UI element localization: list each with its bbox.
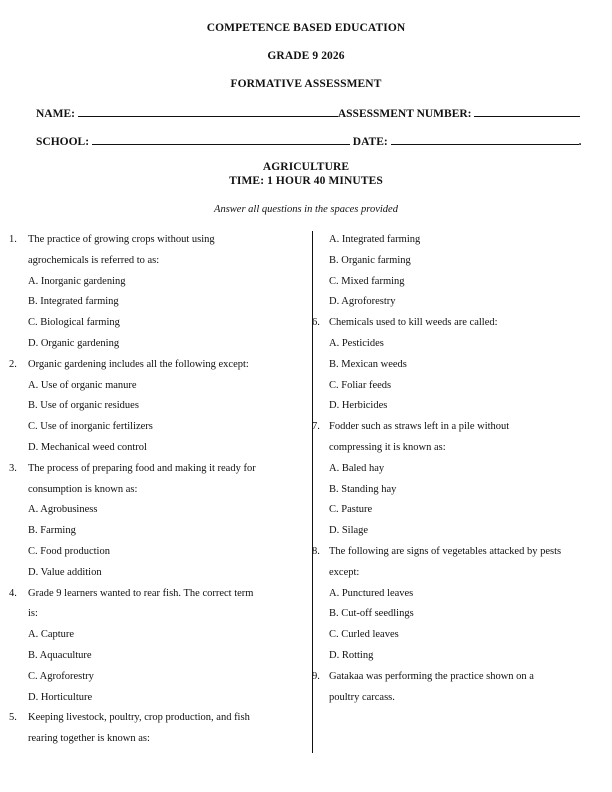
answer-option xyxy=(9,292,304,313)
question-continuation xyxy=(9,604,304,625)
question-text: agrochemicals is referred to as: xyxy=(28,254,160,266)
answer-option-text: D. Agroforestry xyxy=(329,296,396,308)
answer-option-text: A. Integrated farming xyxy=(329,234,421,245)
answer-option xyxy=(9,417,304,438)
answer-option-text: C. Mixed farming xyxy=(329,275,405,287)
answer-option xyxy=(317,334,607,355)
question-text: Keeping livestock, poultry, crop production, and fish xyxy=(28,712,250,724)
answer-option-text: A. Inorganic gardening xyxy=(28,275,126,287)
answer-option xyxy=(317,500,607,521)
answer-option-text: A. Use of organic manure xyxy=(28,379,137,391)
title-line-1: COMPETENCE BASED EDUCATION xyxy=(206,22,406,34)
answer-option-text: B. Organic farming xyxy=(329,254,411,266)
date-label: DATE: xyxy=(352,136,388,148)
subject-title: AGRICULTURE xyxy=(262,161,350,173)
answer-option xyxy=(317,230,607,251)
answer-option-text: C. Pasture xyxy=(329,504,373,516)
question-number: 7. xyxy=(312,421,320,433)
answer-option-text: B. Mexican weeds xyxy=(329,358,407,370)
answer-option-text: D. Herbicides xyxy=(329,400,388,412)
question-number: 3. xyxy=(9,462,17,474)
question-number: 2. xyxy=(9,358,17,370)
answer-option-text: B. Integrated farming xyxy=(28,296,119,308)
question-continuation xyxy=(9,251,304,272)
question-row xyxy=(9,230,304,251)
question-text: Organic gardening includes all the following except: xyxy=(28,358,249,370)
question-continuation xyxy=(317,438,607,459)
question-number: 6. xyxy=(312,317,320,329)
answer-option xyxy=(317,376,607,397)
answer-option xyxy=(317,251,607,272)
question-text: Chemicals used to kill weeds are called: xyxy=(329,317,498,329)
name-row xyxy=(36,106,580,120)
answer-option xyxy=(9,563,304,584)
answer-option xyxy=(9,688,304,709)
answer-option-text: A. Pesticides xyxy=(329,337,384,349)
answer-option-text: D. Value addition xyxy=(28,566,102,578)
question-continuation xyxy=(317,688,607,709)
question-text: compressing it is known as: xyxy=(329,441,446,453)
answer-option xyxy=(9,334,304,355)
question-row xyxy=(312,313,607,334)
answer-option-text: C. Food production xyxy=(28,545,110,557)
question-text: The process of preparing food and making it ready for xyxy=(28,462,256,474)
question-text: Grade 9 learners wanted to rear fish. The correct term xyxy=(28,587,254,599)
answer-option xyxy=(9,376,304,397)
question-row xyxy=(312,542,607,563)
question-text: is: xyxy=(28,608,38,620)
answer-option xyxy=(9,625,304,646)
answer-option xyxy=(317,584,607,605)
question-text: consumption is known as: xyxy=(28,483,138,495)
question-text: Gatakaa was performing the practice shown on a xyxy=(329,670,534,682)
question-continuation xyxy=(9,480,304,501)
answer-option-text: B. Use of organic residues xyxy=(28,400,139,412)
question-row xyxy=(9,708,304,729)
answer-option-text: D. Organic gardening xyxy=(28,337,120,349)
answer-option xyxy=(9,500,304,521)
answer-option-text: B. Farming xyxy=(28,525,76,537)
assessment-number-blank[interactable] xyxy=(474,106,580,117)
answer-option-text: B. Standing hay xyxy=(329,483,397,495)
answer-option xyxy=(9,313,304,334)
question-text: rearing together is known as: xyxy=(28,733,150,745)
answer-option-text: D. Horticulture xyxy=(28,691,93,703)
question-row xyxy=(9,584,304,605)
question-text: The practice of growing crops without using xyxy=(28,234,215,245)
question-row xyxy=(9,459,304,480)
answer-option xyxy=(9,521,304,542)
answer-option xyxy=(317,355,607,376)
name-blank[interactable] xyxy=(78,106,338,117)
question-continuation xyxy=(317,563,607,584)
question-row xyxy=(312,417,607,438)
answer-option-text: B. Cut-off seedlings xyxy=(329,608,414,620)
questions-left-column xyxy=(9,230,304,750)
answer-option xyxy=(317,272,607,293)
question-text: except: xyxy=(329,566,360,578)
answer-option-text: A. Punctured leaves xyxy=(329,587,414,599)
school-row xyxy=(36,134,581,148)
question-row xyxy=(9,355,304,376)
question-row xyxy=(312,667,607,688)
answer-option xyxy=(317,292,607,313)
answer-option-text: C. Agroforestry xyxy=(28,670,94,682)
instructions: Answer all questions in the spaces provided xyxy=(214,204,398,215)
answer-option-text: B. Aquaculture xyxy=(28,649,92,661)
answer-option-text: A. Capture xyxy=(28,629,75,641)
question-number: 4. xyxy=(9,587,17,599)
answer-option xyxy=(9,272,304,293)
answer-option-text: C. Biological farming xyxy=(28,317,120,329)
question-text: The following are signs of vegetables attacked by pests xyxy=(329,545,562,557)
answer-option xyxy=(9,396,304,417)
answer-option xyxy=(317,521,607,542)
school-label: SCHOOL: xyxy=(36,136,90,148)
school-blank[interactable] xyxy=(92,134,350,145)
answer-option-text: C. Foliar feeds xyxy=(329,379,392,391)
answer-option xyxy=(317,396,607,417)
date-blank[interactable] xyxy=(391,134,579,145)
answer-option-text: A. Baled hay xyxy=(329,462,385,474)
answer-option xyxy=(317,604,607,625)
answer-option-text: C. Curled leaves xyxy=(329,629,399,641)
answer-option xyxy=(9,667,304,688)
answer-option xyxy=(9,542,304,563)
questions-right-column xyxy=(312,230,607,708)
date-end: . xyxy=(578,136,582,148)
question-continuation xyxy=(9,729,304,750)
name-label: NAME: xyxy=(36,108,75,120)
question-number: 1. xyxy=(9,234,17,245)
answer-option-text: A. Agrobusiness xyxy=(28,504,98,516)
answer-option xyxy=(317,646,607,667)
answer-option-text: D. Mechanical weed control xyxy=(28,441,147,453)
answer-option-text: D. Rotting xyxy=(329,649,374,661)
question-number: 8. xyxy=(312,545,320,557)
assessment-number-label: ASSESSMENT NUMBER: xyxy=(337,108,472,120)
answer-option xyxy=(9,646,304,667)
answer-option xyxy=(317,625,607,646)
title-assessment: FORMATIVE ASSESSMENT xyxy=(230,78,382,90)
answer-option-text: C. Use of inorganic fertilizers xyxy=(28,421,153,433)
answer-option-text: D. Silage xyxy=(329,525,369,537)
question-text: Fodder such as straws left in a pile without xyxy=(329,421,510,433)
question-text: poultry carcass. xyxy=(329,691,395,703)
answer-option xyxy=(317,480,607,501)
answer-option xyxy=(317,459,607,480)
answer-option xyxy=(9,438,304,459)
title-grade: GRADE 9 2026 xyxy=(267,50,345,62)
question-number: 9. xyxy=(312,670,320,682)
question-number: 5. xyxy=(9,712,17,724)
time-allowed: TIME: 1 HOUR 40 MINUTES xyxy=(229,175,383,187)
